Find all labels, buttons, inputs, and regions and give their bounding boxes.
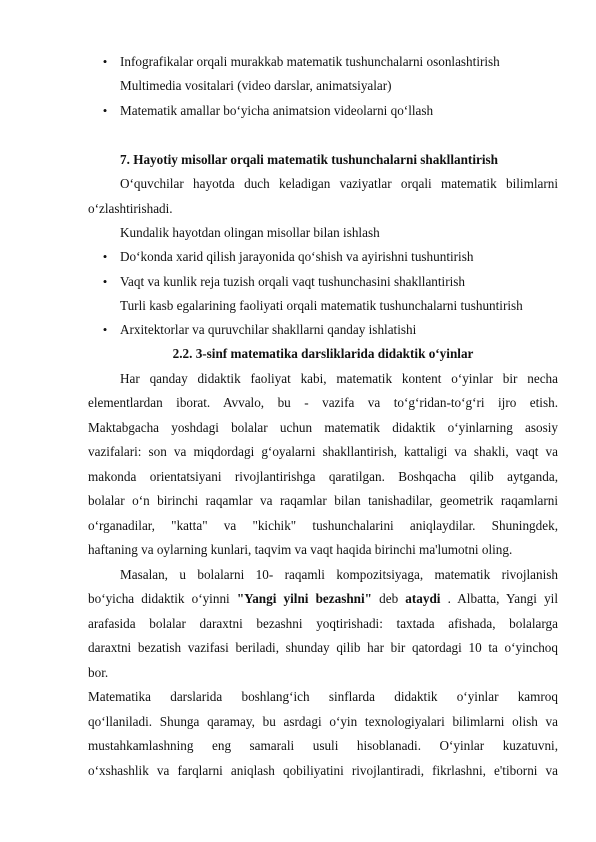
paragraph-line: daraxtni bezatish vazifasi beriladi, shunday qilib har bir qatordagi 10 ta o‘yinchoq — [88, 640, 558, 655]
bullet-icon: • — [102, 103, 108, 118]
section-heading: 2.2. 3-sinf matematika darsliklarida didaktik o‘yinlar — [172, 346, 474, 361]
paragraph-line: mustahkamlashning eng samarali usuli hisoblanadi. O‘yinlar kuzatuvni, — [88, 738, 558, 753]
section-heading: 7. Hayotiy misollar orqali matematik tushunchalarni shakllantirish — [120, 152, 498, 167]
bold-text: ataydi — [405, 591, 441, 606]
bullet-item: Infografikalar orqali murakkab matematik tushunchalarni osonlashtirish — [120, 54, 500, 69]
paragraph-line: bor. — [88, 665, 109, 680]
text-run: deb — [372, 591, 406, 606]
paragraph-line: makonda orientatsiyani rivojlantirishga qaratilgan. Boshqacha qilib aytganda, — [88, 469, 558, 484]
paragraph-line: o‘zlashtirishadi. — [88, 201, 173, 216]
bullet-icon: • — [102, 322, 108, 337]
paragraph-line: o‘xshashlik va farqlarni aniqlash qobiliyatini rivojlantiradi, fikrlashni, e'tiborni va — [88, 763, 558, 778]
paragraph-line: O‘quvchilar hayotda duch keladigan vaziyatlar orqali matematik bilimlarni — [120, 176, 558, 191]
bullet-item: Arxitektorlar va quruvchilar shakllarni qanday ishlatishi — [120, 322, 417, 337]
paragraph-line: haftaning va oylarning kunlari, taqvim va vaqt haqida birinchi ma'lumotni oling. — [88, 542, 513, 557]
bullet-item: Do‘konda xarid qilish jarayonida qo‘shish va ayirishni tushuntirish — [120, 249, 474, 264]
text-run: bo‘yicha didaktik o‘yinni — [88, 591, 237, 606]
paragraph-line: bolalar o‘n birinchi raqamlar va raqamlar bilan tanishadilar, geometrik raqamlarni — [88, 493, 558, 508]
sub-heading: Kundalik hayotdan olingan misollar bilan ishlash — [120, 225, 380, 240]
paragraph-line: Maktabgacha yoshdagi bolalar uchun matematik didaktik o‘yinlarning asosiy — [88, 420, 558, 435]
bullet-icon: • — [102, 249, 108, 264]
bullet-item: Matematik amallar bo‘yicha animatsion videolarni qo‘llash — [120, 103, 434, 118]
paragraph-line: vazifalari: son va miqdordagi g‘oyalarni shakllantirish, kattaligi va shakli, vaqt va — [88, 444, 558, 459]
bullet-item: Vaqt va kunlik reja tuzish orqali vaqt tushunchasini shakllantirish — [120, 274, 466, 289]
paragraph-line — [88, 591, 558, 607]
paragraph-line: arafasida bolalar daraxtni bezashni yoqtirishadi: taxtada afishada, bolalarga — [88, 616, 558, 631]
sub-heading: Turli kasb egalarining faoliyati orqali matematik tushunchalarni tushuntirish — [120, 298, 523, 313]
paragraph-line: o‘rganadilar, "katta" va "kichik" tushunchalarini aniqlaydilar. Shuningdek, — [88, 518, 558, 533]
bullet-icon: • — [102, 274, 108, 289]
paragraph-line: Matematika darslarida boshlang‘ich sinflarda didaktik o‘yinlar kamroq — [88, 689, 558, 704]
paragraph-line: Har qanday didaktik faoliyat kabi, matematik kontent o‘yinlar bir necha — [120, 371, 558, 386]
bullet-icon: • — [102, 54, 108, 69]
paragraph-line: qo‘llaniladi. Shunga qaramay, bu asrdagi o‘yin texnologiyalari bilimlarni olish va — [88, 714, 558, 729]
paragraph-line: elementlardan iborat. Avvalo, bu - vazifa va to‘g‘ridan-to‘g‘ri ijro etish. — [88, 395, 558, 410]
list-item: Multimedia vositalari (video darslar, animatsiyalar) — [120, 78, 392, 93]
text-run: . Albatta, Yangi yil — [440, 591, 558, 606]
bold-text: "Yangi yilni bezashni" — [236, 591, 372, 606]
paragraph-line: Masalan, u bolalarni 10- raqamli kompozitsiyaga, matematik rivojlanish — [120, 567, 558, 582]
